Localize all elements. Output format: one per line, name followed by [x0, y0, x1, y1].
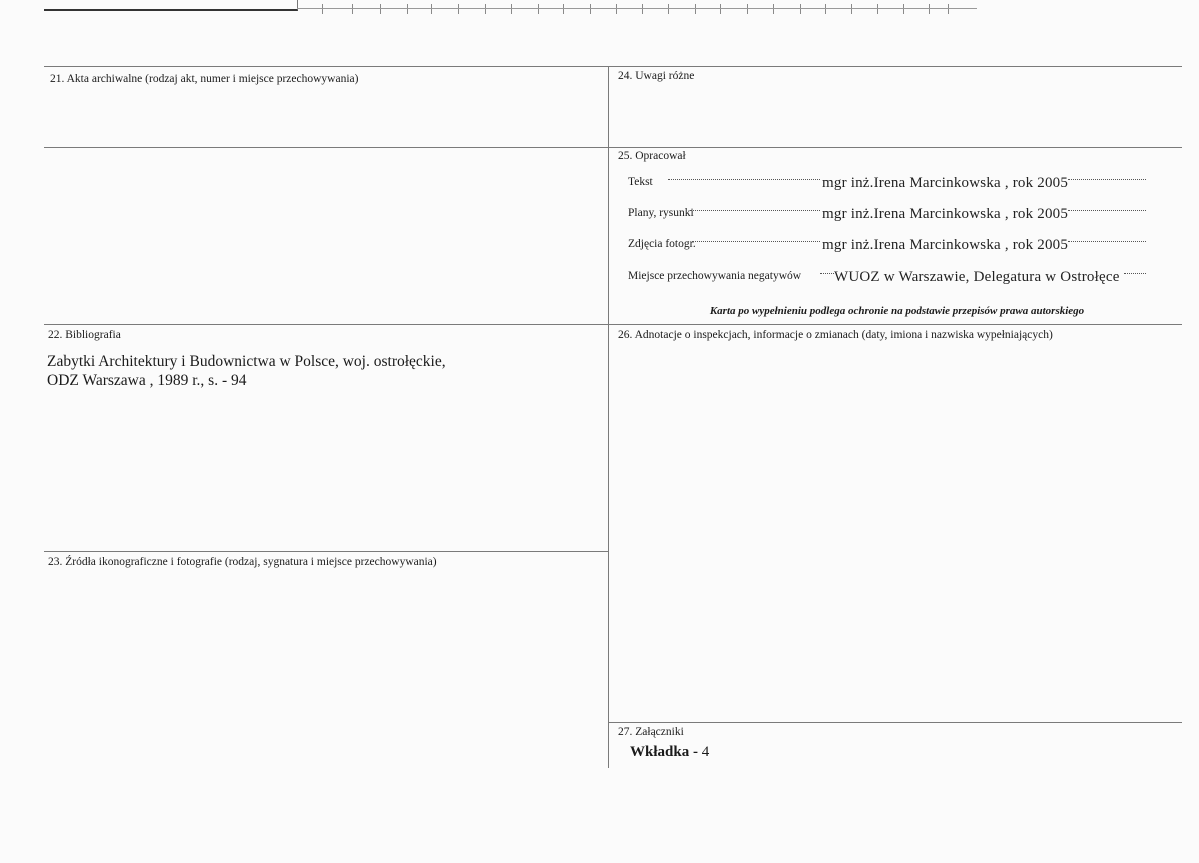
- opracowal-row-negatives: [628, 270, 801, 282]
- row-value: mgr inż.Irena Marcinkowska , rok 2005: [822, 206, 1069, 222]
- ruler-tick: [538, 4, 539, 14]
- grid-line-top: [44, 66, 1182, 67]
- ruler-tick: [352, 4, 353, 14]
- row-value: WUOZ w Warszawie, Delegatura w Ostrołęce: [834, 269, 1120, 285]
- section-23-title: 23. Źródła ikonograficzne i fotografie (rodzaj, sygnatura i miejsce przechowywania): [48, 556, 437, 568]
- ruler-tick: [407, 4, 408, 14]
- ruler-tick: [851, 4, 852, 14]
- ruler-tick: [720, 4, 721, 14]
- ruler-tick: [747, 4, 748, 14]
- attachments-value: [630, 744, 709, 761]
- dotted-leader: [1068, 210, 1146, 211]
- ruler-line: [297, 8, 977, 9]
- ruler-tick: [590, 4, 591, 14]
- section-21-title: 21. Akta archiwalne (rodzaj akt, numer i miejsce przechowywania): [50, 73, 359, 85]
- section-27-title: 27. Załączniki: [618, 726, 684, 738]
- opracowal-row-text: [628, 176, 653, 188]
- grid-line-row2: [44, 324, 1182, 325]
- ruler-tick: [903, 4, 904, 14]
- dotted-leader: [1124, 273, 1146, 274]
- ruler-tick: [616, 4, 617, 14]
- grid-line-row3-right: [608, 722, 1182, 723]
- row-label: Plany, rysunki: [628, 207, 694, 219]
- header-tab: [44, 0, 298, 11]
- dotted-leader: [690, 210, 820, 211]
- ruler-tick: [511, 4, 512, 14]
- grid-line-row3-left: [44, 551, 608, 552]
- bibliography-line: Zabytki Architektury i Budownictwa w Polsce, woj. ostrołęckie,: [47, 353, 446, 370]
- copyright-notice: Karta po wypełnieniu podlega ochronie na podstawie przepisów prawa autorskiego: [709, 305, 1085, 317]
- ruler-tick: [642, 4, 643, 14]
- bibliography-line: ODZ Warszawa , 1989 r., s. - 94: [47, 372, 247, 389]
- row-label: Tekst: [628, 176, 653, 188]
- ruler-tick: [668, 4, 669, 14]
- top-strip: [0, 0, 1199, 22]
- opracowal-row-photos: [628, 238, 696, 250]
- row-value: mgr inż.Irena Marcinkowska , rok 2005: [822, 175, 1069, 191]
- attachments-label: Wkładka -: [630, 744, 702, 760]
- ruler-tick: [485, 4, 486, 14]
- dotted-leader: [668, 179, 820, 180]
- bibliography-entry: [47, 352, 446, 390]
- dotted-leader: [1068, 179, 1146, 180]
- ruler-tick: [800, 4, 801, 14]
- ruler-tick: [948, 4, 949, 14]
- ruler-tick: [825, 4, 826, 14]
- attachments-count: 4: [701, 744, 710, 760]
- ruler-tick: [877, 4, 878, 14]
- dotted-leader: [1068, 241, 1146, 242]
- ruler-tick: [380, 4, 381, 14]
- row-label: Zdjęcia fotogr.: [628, 238, 696, 250]
- ruler-tick: [322, 4, 323, 14]
- dotted-leader: [820, 273, 834, 274]
- ruler-tick: [431, 4, 432, 14]
- row-label: Miejsce przechowywania negatywów: [628, 270, 802, 282]
- grid-line-row1: [44, 147, 1182, 148]
- ruler-tick: [773, 4, 774, 14]
- section-24-title: 24. Uwagi różne: [618, 70, 695, 82]
- dotted-leader: [692, 241, 820, 242]
- section-22-title: 22. Bibliografia: [48, 329, 121, 341]
- ruler-tick: [458, 4, 459, 14]
- section-26-title: 26. Adnotacje o inspekcjach, informacje o zmianach (daty, imiona i nazwiska wypełniających): [618, 329, 1053, 341]
- row-value: mgr inż.Irena Marcinkowska , rok 2005: [822, 237, 1069, 253]
- ruler-tick: [563, 4, 564, 14]
- grid-divider: [608, 66, 609, 768]
- ruler-tick: [929, 4, 930, 14]
- section-25-title: 25. Opracował: [618, 150, 686, 162]
- ruler-tick: [695, 4, 696, 14]
- opracowal-row-plans: [628, 207, 694, 219]
